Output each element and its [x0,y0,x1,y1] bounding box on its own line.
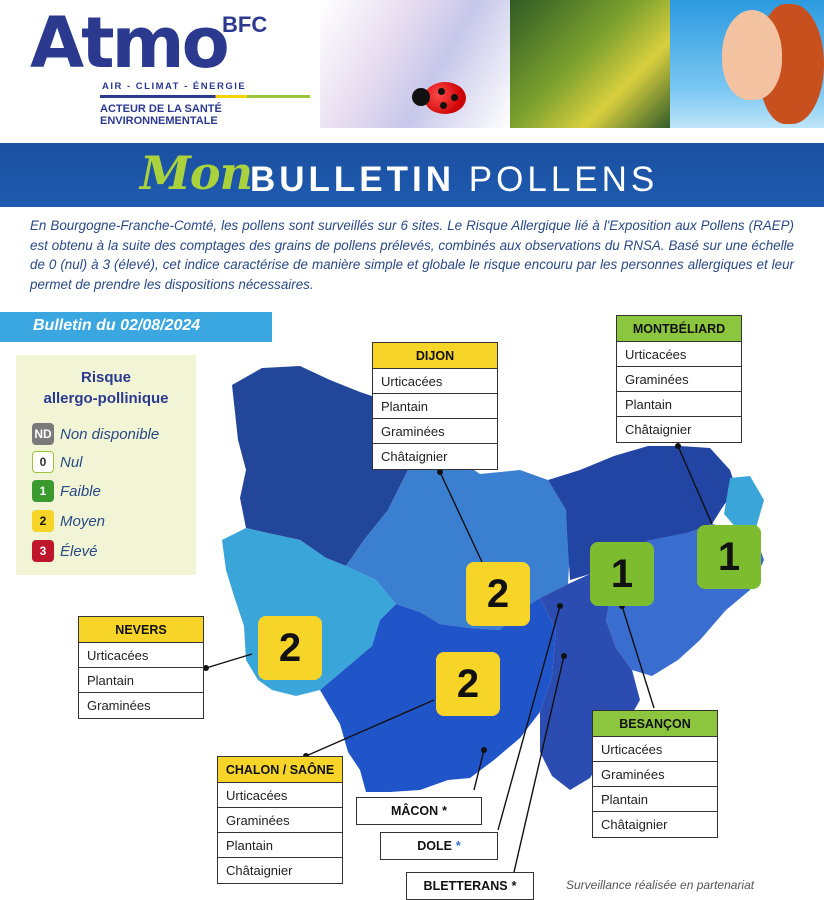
station-name: NEVERS [79,617,203,643]
pollen-item: Châtaignier [601,817,668,832]
level-badge-chalon: 2 [436,652,500,716]
legend-code: 3 [32,540,54,562]
pollen-item: Graminées [617,367,741,392]
logo-subtitle: ACTEUR DE LA SANTÉ ENVIRONNEMENTALE [100,103,222,127]
legend-label: Nul [60,453,83,471]
station-chalon-sur-saone [217,756,343,884]
station-name: BESANÇON [593,711,717,737]
pollen-item: Urticacées [373,369,497,394]
asterisk-mark: * [511,879,517,893]
legend-label: Non disponible [60,425,160,443]
title-pollens: POLLENS [468,160,659,199]
logo-wordmark: Atmo [30,2,227,84]
level-badge-montbeliard: 1 [697,525,761,589]
station-name: DIJON [373,343,497,369]
pollen-item: Châtaignier [381,449,448,464]
legend-code: 0 [32,451,54,473]
ladybug-icon [424,82,466,114]
legend-label: Élevé [60,542,98,560]
sky-photo [320,0,510,128]
page-title [250,160,658,200]
station-name: MONTBÉLIARD [617,316,741,342]
grass-pollen-photo [510,0,670,128]
pollen-item: Plantain [593,787,717,812]
site-name: BLETTERANS [423,879,508,893]
pollen-item: Plantain [373,394,497,419]
site-name: MÂCON [390,804,439,818]
logo-color-rule [100,95,310,98]
legend-code: 2 [32,510,54,532]
pollen-item: Graminées [218,808,342,833]
pollen-item: Châtaignier [625,422,692,437]
legend-item-2 [32,510,105,532]
station-besancon [592,710,718,838]
title-bulletin: BULLETIN [250,160,456,199]
partnership-note: Surveillance réalisée en partenariat [566,878,755,892]
pollen-item: Plantain [79,668,203,693]
pollen-item: Châtaignier [226,863,293,878]
asterisk-mark: * [455,839,461,853]
legend-item-nd [32,423,159,445]
pollen-item: Plantain [617,392,741,417]
site-name: DOLE [417,839,452,853]
header-photo-banner [320,0,824,128]
title-mon: Mon [140,146,253,200]
legend-title [16,367,196,409]
logo [0,0,330,135]
legend [16,355,196,575]
legend-code: 1 [32,480,54,502]
logo-tagline: AIR - CLIMAT - ÉNERGIE [102,81,247,92]
level-badge-dijon: 2 [466,562,530,626]
site-macon [356,797,482,825]
legend-code: ND [32,423,54,445]
asterisk-mark: * [442,804,448,818]
site-dole [380,832,498,860]
site-bletterans [406,872,534,900]
pollen-item: Urticacées [617,342,741,367]
station-montbeliard [616,315,742,443]
pollen-item: Urticacées [79,643,203,668]
legend-label: Moyen [60,512,106,530]
legend-item-3 [32,540,98,562]
bulletin-date: Bulletin du 02/08/2024 [0,312,272,342]
level-badge-besancon: 1 [590,542,654,606]
pollen-item: Graminées [593,762,717,787]
level-badge-nevers: 2 [258,616,322,680]
legend-title-line1: Risque [80,369,131,386]
child-photo [670,0,824,128]
logo-superscript: BFC [222,12,268,37]
legend-item-0 [32,451,83,473]
station-name: CHALON / SAÔNE [218,757,342,783]
child-face [722,10,782,100]
pollen-item: Urticacées [593,737,717,762]
station-nevers [78,616,204,719]
legend-label: Faible [60,482,101,500]
pollen-item: Graminées [373,419,497,444]
legend-item-1 [32,480,101,502]
region-belfort [724,476,764,530]
pollen-item: Plantain [218,833,342,858]
pollen-item: Urticacées [218,783,342,808]
legend-title-line2: allergo-pollinique [43,390,169,407]
pollen-item: Graminées [87,698,151,713]
station-dijon [372,342,498,470]
intro-paragraph: En Bourgogne-Franche-Comté, les pollens sont surveillés sur 6 sites. Le Risque Allergique lié à l'Exposition aux Pollens (RAEP) est obtenu à la suite des comptages des grains de pollens prélevés, combinés aux observations du RNSA. Basé sur une échelle de 0 (nul) à 3 (élevé), cet indice caractérise de manière simple et globale le risque encouru par les personnes allergiques et leur permet de prendre les dispositions nécessaires. [30,218,794,292]
